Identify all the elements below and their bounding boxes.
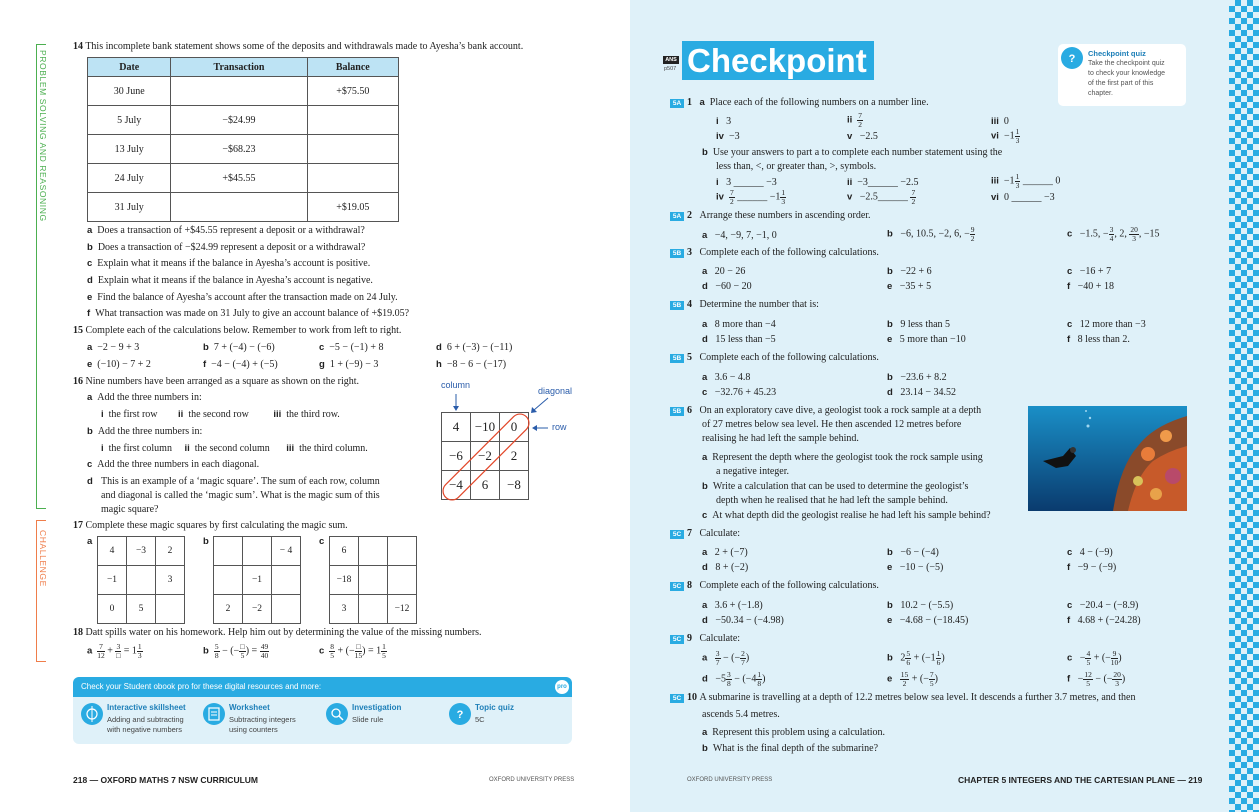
pro-badge: pro <box>555 680 569 694</box>
q4-part-b: b 9 less than 5 <box>887 319 951 330</box>
ans-badge: ANS <box>663 56 679 64</box>
table-row: 5 July −$24.99 <box>88 106 399 135</box>
q3-part-b: b −22 + 6 <box>887 266 932 277</box>
q9-part-e: e $\frac{15}{2}$ + (− $\frac{7}{5}$ ) <box>887 670 938 688</box>
resources-title: Check your Student obook pro for these digital resources and more: <box>73 677 572 697</box>
magic-square-grid: 4 −10 0 −6 −2 2 −4 6 −8 <box>441 412 529 500</box>
q15-part-d: d 6 + (−3) − (−11) <box>436 342 513 353</box>
footer-publisher-left: OXFORD UNIVERSITY PRESS <box>489 777 575 783</box>
q9-part-b: b 2 $\frac{5}{6}$ + (−1 $\frac{1}{6}$ ) <box>887 649 945 667</box>
q1-b-iii: iii −1 $\frac{1}{3}$ ______ 0 <box>991 172 1061 190</box>
q3-part-c: c −16 + 7 <box>1067 266 1112 277</box>
resource-topic-quiz[interactable]: ? Topic quiz 5C <box>449 703 471 728</box>
worksheet-icon <box>203 703 225 725</box>
q9-stem: 9 Calculate: <box>687 633 741 644</box>
q1-a-iii: iii 0 <box>991 116 1009 127</box>
q15-part-h: h −8 − 6 − (−17) <box>436 359 507 370</box>
sidebar-label-challenge: CHALLENGE <box>38 530 48 587</box>
q6-a-line2: a negative integer. <box>716 466 790 477</box>
q16-part-c: c Add the three numbers in each diagonal. <box>87 459 260 470</box>
q5-stem: 5 Complete each of the following calculations. <box>687 352 879 363</box>
table-row: 24 July +$45.55 <box>88 164 399 193</box>
q1-b-iv: iv $\frac{7}{2}$ ______ −1 $\frac{1}{3}$ <box>716 188 786 206</box>
q18-part-b: b $\frac{5}{8}$ − (− $\frac{□}{5}$ ) = $\frac{49}{40}$ <box>203 642 269 660</box>
q8-stem: 8 Complete each of the following calculations. <box>687 580 879 591</box>
q4-part-c: c 12 more than −3 <box>1067 319 1146 330</box>
q6-part-c: c At what depth did the geologist realise he had left his sample behind? <box>702 510 991 521</box>
topic-badge: 5B <box>670 301 684 310</box>
q5-part-a: a 3.6 − 4.8 <box>702 372 751 383</box>
q15-part-g: g 1 + (−9) − 3 <box>319 359 379 370</box>
q1-b-ii: ii −3______ −2.5 <box>847 177 919 188</box>
q15-part-e: e (−10) − 7 + 2 <box>87 359 151 370</box>
q7-part-d: d 8 + (−2) <box>702 562 749 573</box>
q18-part-a: a $\frac{7}{12}$ + $\frac{3}{□}$ = 1 $\frac{1}{3}$ <box>87 642 142 660</box>
diver-photo <box>1028 406 1187 511</box>
q2-part-a: a −4, −9, 7, −1, 0 <box>702 230 777 241</box>
q14-part-e: e Find the balance of Ayesha’s account after the transaction made on 24 July. <box>87 292 398 303</box>
magic-square-b: − 4 −1 2 −2 <box>213 536 301 624</box>
q16-a-items: i the first row ii the second row iii the third row. <box>101 409 340 420</box>
page-title: Checkpoint <box>682 41 874 80</box>
investigation-icon <box>326 703 348 725</box>
svg-text:?: ? <box>456 709 464 721</box>
q6-part-b: b Write a calculation that can be used to determine the geologist’s <box>702 481 969 492</box>
q3-stem: 3 Complete each of the following calculations. <box>687 247 879 258</box>
q3-part-a: a 20 − 26 <box>702 266 746 277</box>
table-header: Transaction <box>171 58 307 77</box>
magic-square-a: 4 −3 2 −1 3 0 5 <box>97 536 185 624</box>
bank-statement-table <box>87 57 399 222</box>
table-header: Balance <box>307 58 398 77</box>
q4-stem: 4 Determine the number that is: <box>687 299 819 310</box>
topic-badge: 5B <box>670 407 684 416</box>
sidebar-line-challenge <box>36 520 37 662</box>
q1-a-iv: iv −3 <box>716 131 740 142</box>
q1-a-ii: ii $\frac{7}{2}$ <box>847 111 863 129</box>
topic-badge: 5C <box>670 530 684 539</box>
q16-part-b: b Add the three numbers in: <box>87 426 203 437</box>
svg-text:?: ? <box>1068 53 1076 65</box>
q1-b-line2: less than, <, or greater than, >, symbols. <box>716 161 877 172</box>
q17-label-b: b <box>203 536 209 547</box>
q4-part-a: a 8 more than −4 <box>702 319 776 330</box>
q7-part-f: f −9 − (−9) <box>1067 562 1117 573</box>
resources-box <box>73 677 572 744</box>
topic-badge: 5C <box>670 635 684 644</box>
q10-part-a: a Represent this problem using a calculation. <box>702 727 886 738</box>
q8-part-b: b 10.2 − (−5.5) <box>887 600 954 611</box>
footer-left: 218 — OXFORD MATHS 7 NSW CURRICULUM <box>73 775 258 785</box>
q16-part-a: a Add the three numbers in: <box>87 392 202 403</box>
topic-badge: 5C <box>670 582 684 591</box>
q4-part-f: f 8 less than 2. <box>1067 334 1130 345</box>
resource-investigation[interactable]: Investigation Slide rule <box>326 703 348 728</box>
q10-part-b: b What is the final depth of the submarine? <box>702 743 879 754</box>
q6-line: realising he had left the sample behind. <box>702 433 859 444</box>
q16-d-line: This is an example of a ‘magic square’. The sum of each row, column <box>101 476 380 487</box>
q2-part-c: c −1.5, − $\frac{3}{4}$ , 2, $\frac{20}{3}$ , −15 <box>1067 225 1160 243</box>
footer-publisher-right: OXFORD UNIVERSITY PRESS <box>687 777 773 783</box>
q17-label-a: a <box>87 536 93 547</box>
q14-part-c: c Explain what it means if the balance in Ayesha’s account is positive. <box>87 258 371 269</box>
q14-part-b: b Does a transaction of −$24.99 represent a deposit or a withdrawal? <box>87 242 366 253</box>
q7-part-b: b −6 − (−4) <box>887 547 939 558</box>
topic-badge: 5B <box>670 354 684 363</box>
checkpoint-quiz-card[interactable]: ? Checkpoint quiz Take the checkpoint quiz to check your knowledge of the first part of this chapter. <box>1058 44 1186 106</box>
q4-part-e: e 5 more than −10 <box>887 334 966 345</box>
q1-b-vi: vi 0 ______ −3 <box>991 192 1055 203</box>
q15-stem: 15 Complete each of the calculations below. Remember to work from left to right. <box>73 325 402 336</box>
q16-d-line: and diagonal is called the ‘magic sum’. What is the magic sum of this <box>101 490 380 501</box>
q8-part-e: e −4.68 − (−18.45) <box>887 615 969 626</box>
q7-part-e: e −10 − (−5) <box>887 562 944 573</box>
q15-part-b: b 7 + (−4) − (−6) <box>203 342 275 353</box>
topic-badge: 5B <box>670 249 684 258</box>
ans-page-ref: p507 <box>664 66 677 72</box>
q8-part-f: f 4.68 + (−24.28) <box>1067 615 1141 626</box>
q4-part-d: d 15 less than −5 <box>702 334 776 345</box>
q8-part-d: d −50.34 − (−4.98) <box>702 615 784 626</box>
table-header: Date <box>88 58 171 77</box>
footer-right: CHAPTER 5 INTEGERS AND THE CARTESIAN PLANE — 219 <box>958 775 1203 785</box>
q1-a-i: i 3 <box>716 116 732 127</box>
q1-part-b: b Use your answers to part a to complete each number statement using the <box>702 147 1003 158</box>
topic-badge: 5C <box>670 694 684 703</box>
q1-b-i: i 3 ______ −3 <box>716 177 777 188</box>
q10-line2: ascends 5.4 metres. <box>702 709 780 720</box>
q18-stem: 18 Datt spills water on his homework. Help him out by determining the value of the missing numbers. <box>73 627 482 638</box>
q7-part-c: c 4 − (−9) <box>1067 547 1113 558</box>
q5-part-b: b −23.6 + 8.2 <box>887 372 947 383</box>
table-row: 13 July −$68.23 <box>88 135 399 164</box>
q9-part-d: d −5 $\frac{3}{8}$ − (−4 $\frac{1}{8}$ ) <box>702 670 766 688</box>
q14-stem: 14 This incomplete bank statement shows some of the deposits and withdrawals made to Ayesha’s bank account. <box>73 41 524 52</box>
q2-stem: 2 Arrange these numbers in ascending order. <box>687 210 871 221</box>
quiz-icon <box>1061 47 1083 69</box>
table-row: 30 June +$75.50 <box>88 77 399 106</box>
q14-part-d: d Explain what it means if the balance in Ayesha’s account is negative. <box>87 275 373 286</box>
q16-b-items: i the first column ii the second column iii the third column. <box>101 443 368 454</box>
q16-d-line: magic square? <box>101 504 159 515</box>
q15-part-f: f −4 − (−4) + (−5) <box>203 359 278 370</box>
sidebar-line-problem-solving <box>36 44 37 509</box>
q14-part-a: a Does a transaction of +$45.55 represent a deposit or a withdrawal? <box>87 225 365 236</box>
q15-part-c: c −5 − (−1) + 8 <box>319 342 384 353</box>
diagonal-label: diagonal <box>538 386 573 396</box>
q9-part-f: f − $\frac{12}{5}$ − (− $\frac{20}{3}$ ) <box>1067 670 1126 688</box>
q1-a-v: v −2.5 <box>847 131 878 142</box>
q1-stem: 1 a Place each of the following numbers on a number line. <box>687 97 929 108</box>
q10-stem: 10 A submarine is travelling at a depth of 12.2 metres below sea level. It descends a further 3.7 metres, and then <box>687 692 1136 703</box>
q18-part-c: c $\frac{8}{5}$ + (− $\frac{□}{15}$ ) = 1 $\frac{1}{5}$ <box>319 642 386 660</box>
q3-part-e: e −35 + 5 <box>887 281 932 292</box>
q5-part-d: d 23.14 − 34.52 <box>887 387 956 398</box>
q9-part-c: c − $\frac{4}{5}$ + (− $\frac{9}{10}$ ) <box>1067 649 1122 667</box>
sidebar-label-problem-solving: PROBLEM SOLVING AND REASONING <box>38 50 48 222</box>
table-row: 31 July +$19.05 <box>88 193 399 222</box>
q5-part-c: c −32.76 + 45.23 <box>702 387 777 398</box>
q8-part-a: a 3.6 + (−1.8) <box>702 600 763 611</box>
q1-b-v: v −2.5______ $\frac{7}{2}$ <box>847 188 916 206</box>
q7-stem: 7 Calculate: <box>687 528 741 539</box>
q7-part-a: a 2 + (−7) <box>702 547 748 558</box>
q15-part-a: a −2 − 9 + 3 <box>87 342 140 353</box>
topic-badge: 5A <box>670 99 684 108</box>
q16-stem: 16 Nine numbers have been arranged as a square as shown on the right. <box>73 376 360 387</box>
q14-part-f: f What transaction was made on 31 July to give an account balance of +$19.05? <box>87 308 410 319</box>
q9-part-a: a $\frac{3}{7}$ − (− $\frac{2}{7}$ ) <box>702 649 750 667</box>
topic-badge: 5A <box>670 212 684 221</box>
q8-part-c: c −20.4 − (−8.9) <box>1067 600 1139 611</box>
column-label: column <box>441 380 471 390</box>
q3-part-d: d −60 − 20 <box>702 281 752 292</box>
q17-stem: 17 Complete these magic squares by first calculating the magic sum. <box>73 520 348 531</box>
diagonal-highlight <box>441 412 531 502</box>
q6-part-a: a Represent the depth where the geologist took the rock sample using <box>702 452 983 463</box>
q16-part-d: d <box>87 476 93 487</box>
q1-a-vi: vi −1 $\frac{1}{3}$ <box>991 127 1020 145</box>
q6-line: of 27 metres below sea level. He then ascended 12 metres before <box>702 419 962 430</box>
quiz-icon <box>449 703 471 725</box>
checker-edge <box>1229 0 1259 812</box>
q3-part-f: f −40 + 18 <box>1067 281 1114 292</box>
resource-interactive-skillsheet[interactable]: Interactive skillsheet Adding and subtracting with negative numbers <box>81 703 103 728</box>
resource-worksheet[interactable]: Worksheet Subtracting integers using counters <box>203 703 225 728</box>
q17-label-c: c <box>319 536 325 547</box>
q2-part-b: b −6, 10.5, −2, 6, − $\frac{9}{2}$ <box>887 225 975 243</box>
q6-stem: 6 On an exploratory cave dive, a geologist took a rock sample at a depth <box>687 405 982 416</box>
skillsheet-icon <box>81 703 103 725</box>
row-label: row <box>552 422 567 432</box>
q6-b-line2: depth when he realised that he had left the sample behind. <box>716 495 948 506</box>
magic-square-c: 6 −18 3 −12 <box>329 536 417 624</box>
